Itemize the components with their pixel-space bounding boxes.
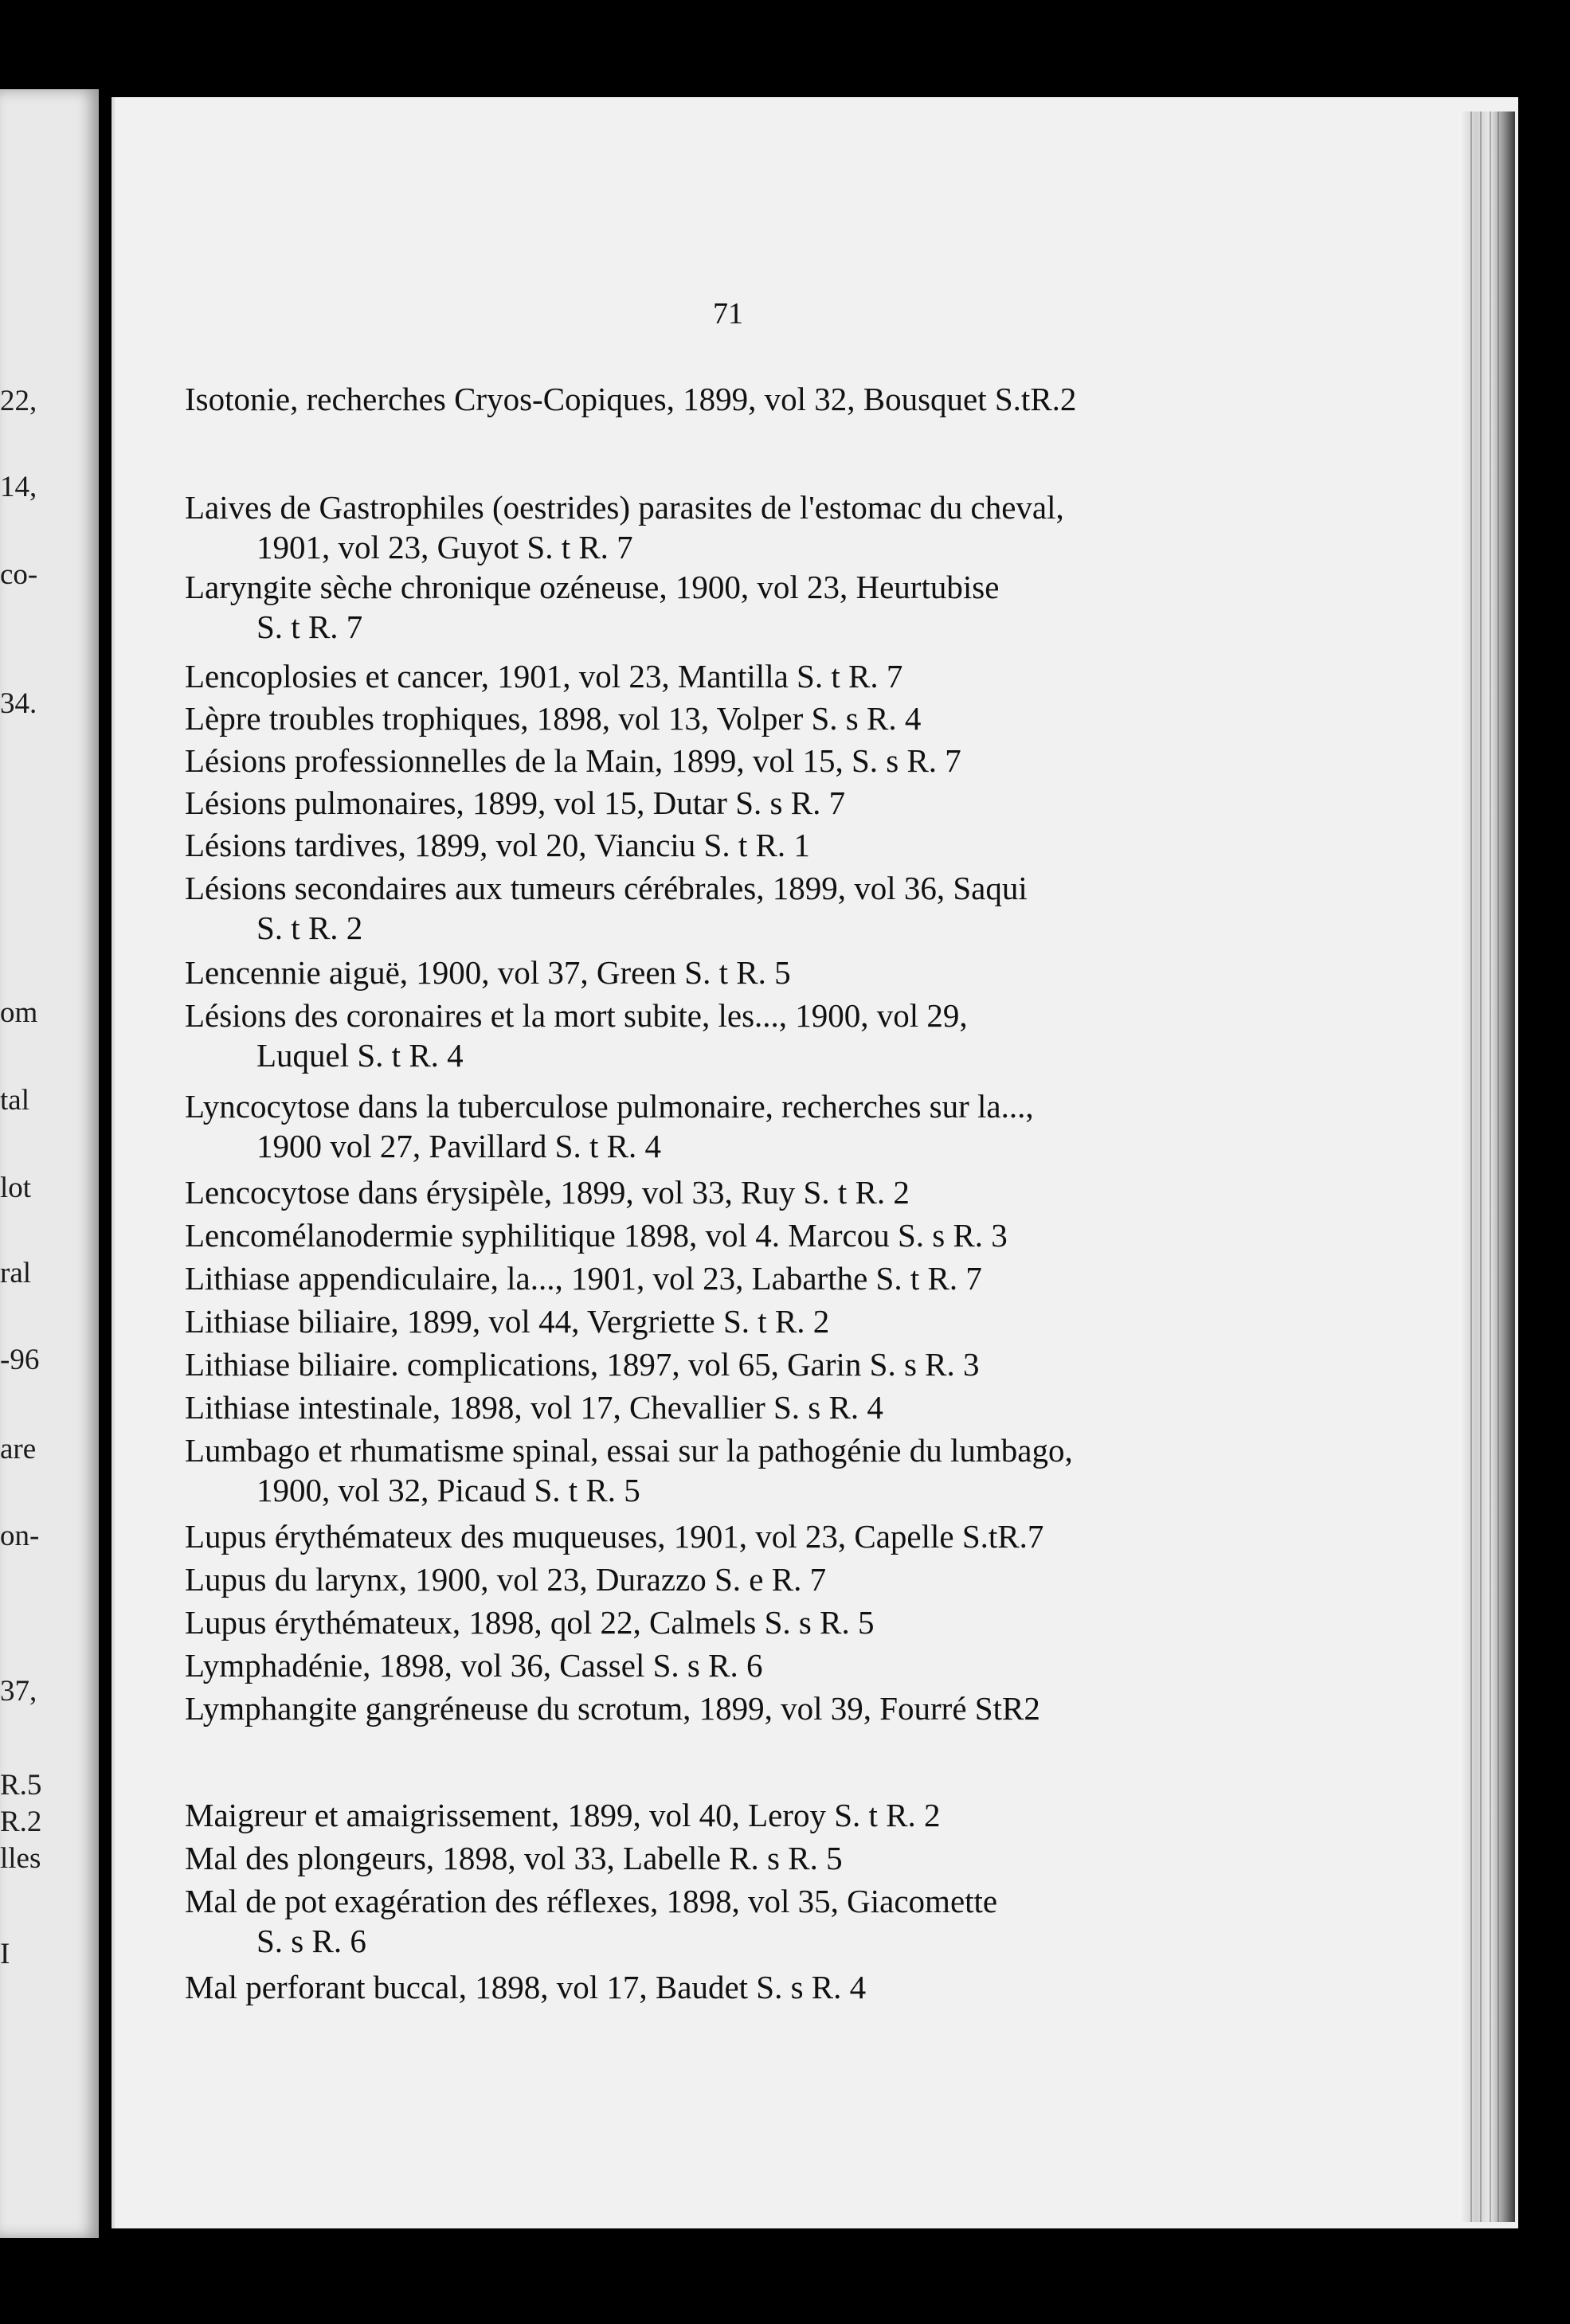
index-entry	[185, 487, 1284, 567]
left-page-fragment: are	[0, 1433, 37, 1465]
entry-line: Lithiase biliaire, 1899, vol 44, Vergriette S. t R. 2	[185, 1303, 830, 1340]
index-entry	[185, 656, 1284, 696]
entry-continuation: 1900, vol 32, Picaud S. t R. 5	[256, 1472, 640, 1508]
entry-line: Lèpre troubles trophiques, 1898, vol 13, Volper S. s R. 4	[185, 700, 922, 737]
index-entry	[185, 996, 1284, 1075]
index-entry	[185, 1258, 1284, 1298]
index-entry	[185, 1967, 1284, 2007]
left-page-fragment: co-	[0, 558, 38, 591]
left-page-fragment: 14,	[0, 471, 37, 503]
index-entry	[185, 1387, 1284, 1427]
left-page-fragment: tal	[0, 1084, 29, 1117]
index-entry	[185, 1301, 1284, 1341]
entry-line: Mal perforant buccal, 1898, vol 17, Baudet S. s R. 4	[185, 1969, 867, 2005]
entry-line: Lithiase intestinale, 1898, vol 17, Chevallier S. s R. 4	[185, 1389, 883, 1426]
left-page-fragment: 34.	[0, 687, 37, 720]
index-entry	[185, 379, 1284, 419]
entry-continuation: 1901, vol 23, Guyot S. t R. 7	[256, 529, 633, 565]
entry-line: Lésions secondaires aux tumeurs cérébrales, 1899, vol 36, Saqui	[185, 870, 1028, 906]
entry-line: Lithiase biliaire. complications, 1897, vol 65, Garin S. s R. 3	[185, 1346, 980, 1383]
entry-line: Lencomélanodermie syphilitique 1898, vol 4. Marcou S. s R. 3	[185, 1217, 1008, 1254]
index-entry	[185, 698, 1284, 738]
index-entry	[185, 1344, 1284, 1384]
entry-continuation: S. s R. 6	[256, 1923, 366, 1959]
index-entry	[185, 1881, 1284, 1961]
entry-line: Lymphangite gangréneuse du scrotum, 1899, vol 39, Fourré StR2	[185, 1690, 1040, 1727]
left-page-fragment: -96	[0, 1344, 40, 1376]
entry-line: Lyncocytose dans la tuberculose pulmonaire, recherches sur la...,	[185, 1088, 1034, 1125]
entry-line: Lupus érythémateux, 1898, qol 22, Calmels S. s R. 5	[185, 1604, 875, 1641]
index-entry	[185, 1559, 1284, 1599]
index-entry	[185, 741, 1284, 781]
entry-continuation: 1900 vol 27, Pavillard S. t R. 4	[256, 1128, 661, 1164]
index-entry	[185, 1645, 1284, 1685]
index-entry	[185, 1688, 1284, 1728]
index-entry	[185, 1215, 1284, 1255]
index-entry	[185, 825, 1284, 865]
left-page-fragment: lot	[0, 1172, 32, 1204]
entry-line: Lésions pulmonaires, 1899, vol 15, Dutar S. s R. 7	[185, 784, 846, 821]
index-entry	[185, 953, 1284, 992]
index-entry	[185, 868, 1284, 948]
left-page-fragment: R.5	[0, 1769, 42, 1802]
entry-line: Isotonie, recherches Cryos-Copiques, 1899, vol 32, Bousquet S.tR.2	[185, 381, 1077, 417]
index-entry	[185, 1516, 1284, 1556]
page-number: 71	[713, 297, 743, 331]
entry-continuation: Luquel S. t R. 4	[256, 1037, 464, 1074]
left-page-fragment: ral	[0, 1257, 32, 1289]
index-entry	[185, 1086, 1284, 1166]
entry-line: Laives de Gastrophiles (oestrides) parasites de l'estomac du cheval,	[185, 489, 1064, 526]
index-entry	[185, 1795, 1284, 1835]
entry-line: Lencennie aiguë, 1900, vol 37, Green S. t R. 5	[185, 954, 791, 991]
entry-line: Lencocytose dans érysipèle, 1899, vol 33, Ruy S. t R. 2	[185, 1174, 910, 1211]
entry-continuation: S. t R. 2	[256, 910, 363, 946]
entry-line: Lithiase appendiculaire, la..., 1901, vol 23, Labarthe S. t R. 7	[185, 1260, 982, 1297]
left-page-fragment: R.2	[0, 1806, 42, 1838]
entry-line: Lésions professionnelles de la Main, 1899, vol 15, S. s R. 7	[185, 742, 961, 779]
entry-line: Laryngite sèche chronique ozéneuse, 1900, vol 23, Heurtubise	[185, 569, 1000, 605]
entry-line: Lésions des coronaires et la mort subite, les..., 1900, vol 29,	[185, 997, 968, 1034]
entry-line: Lésions tardives, 1899, vol 20, Vianciu S. t R. 1	[185, 827, 810, 863]
left-page-fragment: I	[0, 1938, 10, 1970]
index-entry	[185, 567, 1284, 647]
left-page-fragment: 22,	[0, 385, 37, 417]
left-page-fragment: lles	[0, 1842, 41, 1875]
entry-continuation: S. t R. 7	[256, 608, 363, 645]
entry-line: Mal des plongeurs, 1898, vol 33, Labelle R. s R. 5	[185, 1840, 843, 1876]
entry-line: Lupus du larynx, 1900, vol 23, Durazzo S. e R. 7	[185, 1561, 827, 1598]
index-entry	[185, 1430, 1284, 1510]
entry-line: Lencoplosies et cancer, 1901, vol 23, Mantilla S. t R. 7	[185, 658, 903, 694]
left-page-fragment: on-	[0, 1520, 40, 1552]
index-entry	[185, 783, 1284, 823]
index-entry	[185, 1602, 1284, 1642]
entry-line: Lumbago et rhumatisme spinal, essai sur la pathogénie du lumbago,	[185, 1432, 1073, 1469]
left-page-fragment: om	[0, 996, 38, 1029]
index-entry	[185, 1172, 1284, 1212]
entry-line: Lupus érythémateux des muqueuses, 1901, vol 23, Capelle S.tR.7	[185, 1518, 1044, 1555]
entry-line: Lymphadénie, 1898, vol 36, Cassel S. s R. 6	[185, 1647, 763, 1684]
entry-line: Mal de pot exagération des réflexes, 1898, vol 35, Giacomette	[185, 1883, 998, 1919]
left-page-fragment: 37,	[0, 1675, 37, 1708]
index-entry	[185, 1838, 1284, 1878]
entry-line: Maigreur et amaigrissement, 1899, vol 40, Leroy S. t R. 2	[185, 1797, 941, 1833]
